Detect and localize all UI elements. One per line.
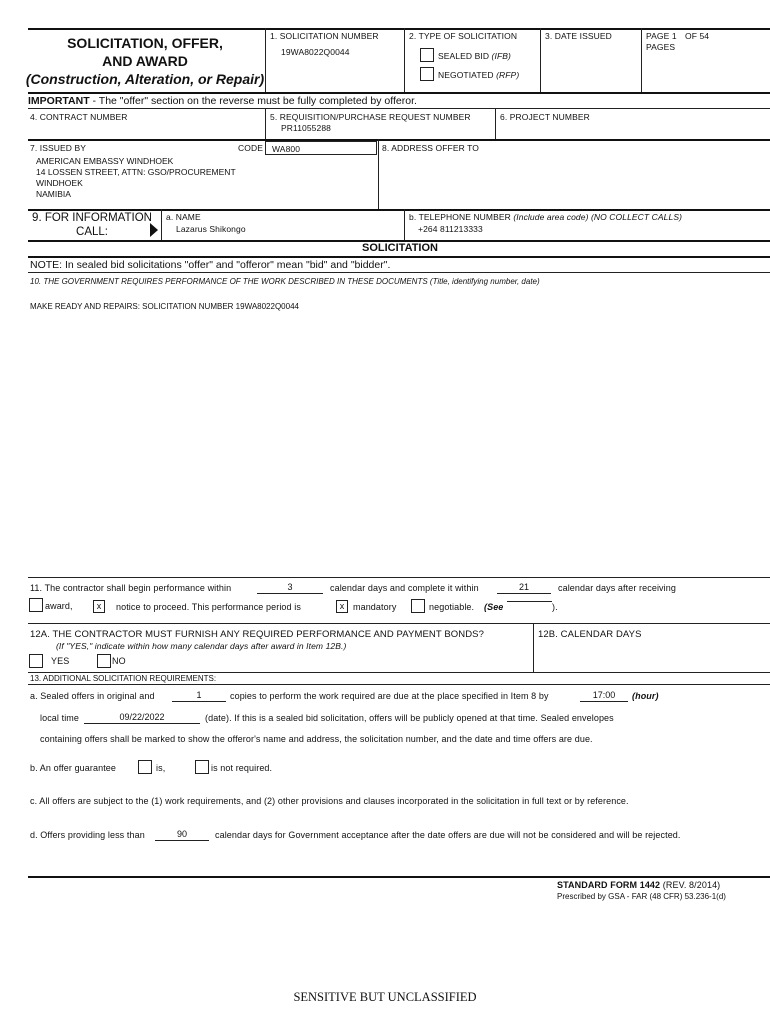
solicitation-type-label: 2. TYPE OF SOLICITATION (409, 31, 518, 41)
work-description-value[interactable]: MAKE READY AND REPAIRS: SOLICITATION NUMBER 19WA8022Q0044 (30, 302, 299, 311)
divider (28, 684, 770, 685)
divider (28, 623, 770, 624)
address-line: WINDHOEK (36, 178, 83, 188)
begin-days-field[interactable]: 3 (257, 582, 323, 594)
solicitation-number-value[interactable]: 19WA8022Q0044 (281, 47, 350, 57)
divider (404, 209, 405, 241)
calendar-days-label: 12B. CALENDAR DAYS (538, 629, 642, 640)
local-time-label: local time (40, 713, 80, 723)
contract-number-label: 4. CONTRACT NUMBER (30, 112, 128, 122)
offer-guarantee-label: b. An offer guarantee (30, 763, 117, 773)
contact-name-value[interactable]: Lazarus Shikongo (176, 224, 246, 234)
page-of-label: OF 54 (685, 31, 710, 41)
award-checkbox[interactable] (29, 598, 43, 612)
form-title (20, 34, 270, 88)
divider (28, 672, 770, 673)
header-bottom-border (28, 92, 770, 94)
divider (540, 28, 541, 92)
solicitation-heading: SOLICITATION (362, 242, 438, 254)
mandatory-checkbox[interactable]: x (336, 600, 348, 613)
item13a-text-1: a. Sealed offers in original and (30, 691, 155, 701)
acceptance-days-field[interactable]: 90 (155, 829, 209, 841)
title-line-3: (Construction, Alteration, or Repair) (25, 71, 265, 87)
negotiable-checkbox[interactable] (411, 599, 425, 613)
bonds-no-checkbox[interactable] (97, 654, 111, 668)
negotiated-label: NEGOTIATED (RFP) (438, 70, 520, 80)
mandatory-label: mandatory (353, 602, 397, 612)
address-line: AMERICAN EMBASSY WINDHOEK (36, 156, 174, 166)
item13a-text-4: containing offers shall be marked to show the offeror's name and address, the solicitation number, and the date and time offers are due. (40, 734, 593, 744)
bonds-no-label: NO (112, 656, 126, 666)
see-end: ). (552, 602, 558, 612)
see-label: (See (484, 602, 504, 612)
requisition-number-value[interactable]: PR11055288 (281, 123, 331, 133)
code-value: WA800 (272, 144, 301, 154)
address-line: NAMIBIA (36, 189, 71, 199)
hour-label: (hour) (632, 691, 659, 701)
address-offer-to-label: 8. ADDRESS OFFER TO (382, 143, 479, 153)
negotiable-label: negotiable. (429, 602, 475, 612)
divider (404, 28, 405, 92)
notice-label: notice to proceed. This performance period is (116, 602, 301, 612)
divider (28, 272, 770, 273)
prescribed-by: Prescribed by GSA - FAR (48 CFR) 53.236-1(d) (557, 892, 726, 901)
bonds-yes-checkbox[interactable] (29, 654, 43, 668)
negotiated-checkbox[interactable] (420, 67, 434, 81)
item13a-text-2: copies to perform the work required are due at the place specified in Item 8 by (230, 691, 549, 701)
item13d-text-2: calendar days for Government acceptance after the date offers are due will not be considered and will be rejected. (215, 830, 681, 840)
page-label: PAGE 1 (646, 31, 677, 41)
guarantee-is-not-label: is not required. (211, 763, 273, 773)
top-border (28, 28, 770, 30)
arrow-right-icon (150, 223, 158, 237)
telephone-label: b. TELEPHONE NUMBER (Include area code) (NO COLLECT CALLS) (409, 212, 683, 222)
requisition-number-label: 5. REQUISITION/PURCHASE REQUEST NUMBER (270, 112, 471, 122)
item13a-text-3: (date). If this is a sealed bid solicitation, offers will be publicly opened at that time. Sealed envelopes (205, 713, 614, 723)
information-call-label (30, 211, 154, 239)
sealed-bid-label: SEALED BID (IFB) (438, 51, 511, 61)
work-description-label: 10. THE GOVERNMENT REQUIRES PERFORMANCE OF THE WORK DESCRIBED IN THESE DOCUMENTS (Title, identifying number, date) (30, 277, 540, 286)
divider (378, 139, 379, 209)
item11-text-3: calendar days after receiving (558, 583, 676, 593)
address-line: 14 LOSSEN STREET, ATTN: GSO/PROCUREMENT (36, 167, 236, 177)
item13c-text: c. All offers are subject to the (1) work requirements, and (2) other provisions and clauses incorporated in the solicitation in full text or by reference. (30, 796, 629, 806)
info-label-line-2: CALL: (76, 226, 108, 238)
item11-text-1: 11. The contractor shall begin performance within (30, 583, 232, 593)
divider (28, 139, 770, 141)
divider (265, 28, 266, 92)
guarantee-is-not-checkbox[interactable] (195, 760, 209, 774)
title-line-1: SOLICITATION, OFFER, (67, 35, 223, 51)
issued-by-label: 7. ISSUED BY (30, 143, 86, 153)
notice-to-proceed-checkbox[interactable]: x (93, 600, 105, 613)
title-line-2: AND AWARD (102, 53, 188, 69)
code-field[interactable] (265, 141, 377, 155)
item11-text-2: calendar days and complete it within (330, 583, 479, 593)
divider (495, 108, 496, 140)
divider (28, 256, 770, 258)
item13d-text-1: d. Offers providing less than (30, 830, 145, 840)
bonds-yes-label: YES (51, 656, 70, 666)
bonds-question: 12A. THE CONTRACTOR MUST FURNISH ANY REQUIRED PERFORMANCE AND PAYMENT BONDS? (30, 629, 484, 640)
pages-label: PAGES (646, 42, 676, 52)
bonds-note: (If "YES," indicate within how many calendar days after award in Item 12B.) (56, 641, 347, 651)
code-label: CODE (238, 143, 263, 153)
classification-marking: SENSITIVE BUT UNCLASSIFIED (293, 990, 477, 1004)
divider (28, 108, 770, 109)
divider (161, 209, 162, 241)
important-notice: IMPORTANT - The "offer" section on the reverse must be fully completed by offeror. (28, 95, 417, 107)
sealed-bid-checkbox[interactable] (420, 48, 434, 62)
contact-name-label: a. NAME (166, 212, 201, 222)
divider (28, 577, 770, 578)
sealed-bid-note: NOTE: In sealed bid solicitations "offer" and "offeror" mean "bid" and "bidder". (30, 259, 391, 271)
form-identifier: STANDARD FORM 1442 (REV. 8/2014) (557, 880, 721, 890)
issued-by-address (36, 156, 236, 200)
due-hour-field[interactable]: 17:00 (580, 690, 628, 702)
footer-border (28, 876, 770, 878)
divider (533, 623, 534, 672)
see-reference-field[interactable] (507, 601, 552, 602)
divider (641, 28, 642, 92)
complete-days-field[interactable]: 21 (497, 582, 551, 594)
guarantee-is-checkbox[interactable] (138, 760, 152, 774)
telephone-value[interactable]: +264 811213333 (418, 224, 483, 234)
date-issued-label: 3. DATE ISSUED (545, 31, 612, 41)
guarantee-is-label: is, (156, 763, 166, 773)
solicitation-number-label: 1. SOLICITATION NUMBER (270, 31, 379, 41)
info-label-line-1: 9. FOR INFORMATION (32, 212, 152, 224)
additional-requirements-heading: 13. ADDITIONAL SOLICITATION REQUIREMENTS: (30, 674, 217, 683)
copies-field[interactable]: 1 (172, 690, 226, 702)
project-number-label: 6. PROJECT NUMBER (500, 112, 590, 122)
due-date-field[interactable]: 09/22/2022 (84, 712, 200, 724)
divider (265, 108, 266, 140)
award-label: award, (45, 601, 73, 611)
